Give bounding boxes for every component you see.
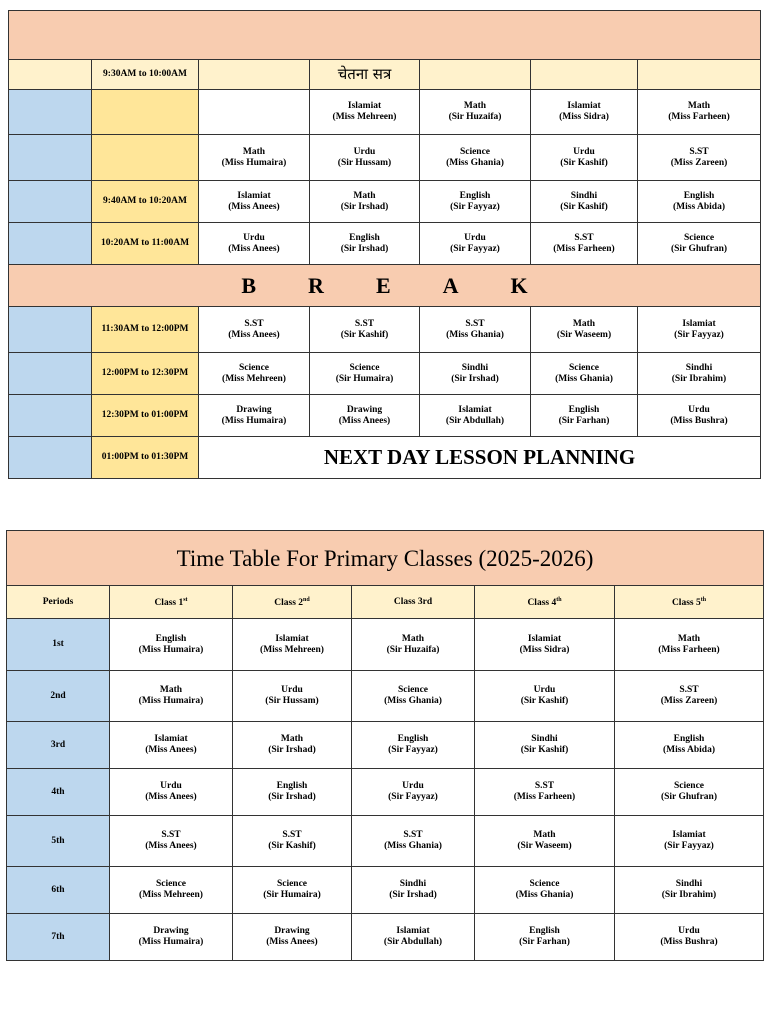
lesson-cell: Islamiat (Miss Anees)	[110, 722, 233, 769]
lesson-cell: Science (Sir Ghufran)	[638, 223, 761, 265]
time-slot: 9:40AM to 10:20AM	[92, 181, 199, 223]
lesson-cell: Science (Miss Mehreen)	[199, 353, 310, 395]
lesson-cell: English (Sir Farhan)	[475, 914, 615, 961]
row-marker	[9, 307, 92, 353]
lesson-cell: English (Sir Fayyaz)	[352, 722, 475, 769]
period-label: 4th	[7, 769, 110, 816]
period-row	[7, 816, 764, 867]
upper-title-band	[9, 11, 761, 60]
lesson-cell: Math (Miss Humaira)	[110, 671, 233, 722]
break-row	[9, 265, 761, 307]
lesson-cell: Islamiat (Miss Sidra)	[475, 619, 615, 671]
lesson-cell: Math (Sir Waseem)	[475, 816, 615, 867]
time-slot: 12:00PM to 12:30PM	[92, 353, 199, 395]
time-slot: 12:30PM to 01:00PM	[92, 395, 199, 437]
lesson-cell: Urdu (Miss Anees)	[199, 223, 310, 265]
lesson-planning-row	[9, 437, 761, 479]
row-marker	[9, 395, 92, 437]
lesson-cell: Math (Sir Huzaifa)	[352, 619, 475, 671]
class-header-row	[7, 586, 764, 619]
lesson-cell: Sindhi (Sir Irshad)	[352, 867, 475, 914]
period-label: 3rd	[7, 722, 110, 769]
row-marker	[9, 223, 92, 265]
schedule-row	[9, 135, 761, 181]
lesson-cell: S.ST (Miss Anees)	[110, 816, 233, 867]
lesson-cell: S.ST (Sir Kashif)	[233, 816, 352, 867]
lesson-cell: S.ST (Miss Ghania)	[420, 307, 531, 353]
row-marker	[9, 353, 92, 395]
lesson-cell: Math (Sir Huzaifa)	[420, 90, 531, 135]
row-marker	[9, 181, 92, 223]
lesson-cell: S.ST (Miss Farheen)	[531, 223, 638, 265]
assembly-row	[9, 60, 761, 90]
period-label: 6th	[7, 867, 110, 914]
class-header: Class 5th	[615, 586, 764, 619]
lesson-cell: Urdu (Sir Hussam)	[233, 671, 352, 722]
period-row	[7, 867, 764, 914]
lesson-cell: S.ST (Miss Anees)	[199, 307, 310, 353]
primary-timetable	[6, 530, 764, 961]
lesson-cell: Urdu (Sir Fayyaz)	[352, 769, 475, 816]
lesson-cell: Islamiat (Miss Anees)	[199, 181, 310, 223]
time-slot	[92, 135, 199, 181]
schedule-row	[9, 181, 761, 223]
time-slot: 10:20AM to 11:00AM	[92, 223, 199, 265]
break-letter: A	[442, 273, 459, 298]
lesson-cell: Math (Sir Irshad)	[233, 722, 352, 769]
lesson-cell: Science (Miss Mehreen)	[110, 867, 233, 914]
lesson-cell: Science (Miss Ghania)	[475, 867, 615, 914]
lesson-cell: Sindhi (Sir Ibrahim)	[615, 867, 764, 914]
lesson-cell: Sindhi (Sir Kashif)	[475, 722, 615, 769]
lesson-cell: Math (Miss Humaira)	[199, 135, 310, 181]
lesson-cell: English (Miss Humaira)	[110, 619, 233, 671]
lesson-cell: English (Sir Farhan)	[531, 395, 638, 437]
lesson-cell: Urdu (Sir Kashif)	[531, 135, 638, 181]
lesson-cell: Drawing (Miss Anees)	[310, 395, 420, 437]
lesson-cell: Science (Sir Humaira)	[310, 353, 420, 395]
lesson-cell: Islamiat (Miss Mehreen)	[310, 90, 420, 135]
schedule-row	[9, 395, 761, 437]
lesson-cell: Math (Sir Waseem)	[531, 307, 638, 353]
time-slot: 01:00PM to 01:30PM	[92, 437, 199, 479]
lesson-cell: English (Sir Irshad)	[310, 223, 420, 265]
row-marker	[9, 90, 92, 135]
lesson-cell: Drawing (Miss Humaira)	[110, 914, 233, 961]
lesson-cell	[199, 90, 310, 135]
lesson-cell: Islamiat (Sir Fayyaz)	[638, 307, 761, 353]
time-slot: 11:30AM to 12:00PM	[92, 307, 199, 353]
timetable-title: Time Table For Primary Classes (2025-2026)	[7, 531, 764, 586]
lesson-cell: Sindhi (Sir Ibrahim)	[638, 353, 761, 395]
lesson-cell: English (Miss Abida)	[638, 181, 761, 223]
lesson-cell: Urdu (Sir Kashif)	[475, 671, 615, 722]
lesson-cell: Math (Miss Farheen)	[638, 90, 761, 135]
period-row	[7, 769, 764, 816]
lesson-cell: Science (Sir Humaira)	[233, 867, 352, 914]
break-letter: K	[510, 273, 528, 298]
lesson-cell: Urdu (Sir Hussam)	[310, 135, 420, 181]
lesson-cell: S.ST (Miss Ghania)	[352, 816, 475, 867]
time-slot	[92, 90, 199, 135]
lesson-cell: English (Miss Abida)	[615, 722, 764, 769]
period-label: 7th	[7, 914, 110, 961]
lesson-cell: Sindhi (Sir Irshad)	[420, 353, 531, 395]
lesson-cell: Islamiat (Sir Abdullah)	[352, 914, 475, 961]
schedule-row	[9, 90, 761, 135]
lesson-cell: Urdu (Miss Bushra)	[638, 395, 761, 437]
lesson-cell: Math (Sir Irshad)	[310, 181, 420, 223]
lesson-cell: Islamiat (Sir Fayyaz)	[615, 816, 764, 867]
lesson-cell: Science (Miss Ghania)	[352, 671, 475, 722]
period-row	[7, 914, 764, 961]
period-label: 2nd	[7, 671, 110, 722]
break-letter: R	[308, 273, 324, 298]
period-row	[7, 722, 764, 769]
lesson-cell: Urdu (Sir Fayyaz)	[420, 223, 531, 265]
lesson-cell: English (Sir Fayyaz)	[420, 181, 531, 223]
lesson-cell: Science (Miss Ghania)	[420, 135, 531, 181]
schedule-row	[9, 307, 761, 353]
lesson-cell: Urdu (Miss Anees)	[110, 769, 233, 816]
period-label: 5th	[7, 816, 110, 867]
lesson-cell: Sindhi (Sir Kashif)	[531, 181, 638, 223]
period-row	[7, 619, 764, 671]
lesson-cell: S.ST (Sir Kashif)	[310, 307, 420, 353]
lesson-cell: Drawing (Miss Humaira)	[199, 395, 310, 437]
lesson-cell: Islamiat (Miss Mehreen)	[233, 619, 352, 671]
schedule-row	[9, 223, 761, 265]
schedule-row	[9, 353, 761, 395]
periods-header: Periods	[7, 586, 110, 619]
period-row	[7, 671, 764, 722]
class-header: Class 3rd	[352, 586, 475, 619]
lesson-cell: Urdu (Miss Bushra)	[615, 914, 764, 961]
lesson-cell: S.ST (Miss Farheen)	[475, 769, 615, 816]
assembly-label: चेतना सत्र	[310, 60, 420, 90]
lesson-cell: Science (Miss Ghania)	[531, 353, 638, 395]
break-banner	[9, 265, 761, 307]
lesson-cell: Science (Sir Ghufran)	[615, 769, 764, 816]
lesson-cell: S.ST (Miss Zareen)	[615, 671, 764, 722]
assembly-time: 9:30AM to 10:00AM	[92, 60, 199, 90]
period-label: 1st	[7, 619, 110, 671]
class-header: Class 2nd	[233, 586, 352, 619]
lesson-cell: S.ST (Miss Zareen)	[638, 135, 761, 181]
row-marker	[9, 135, 92, 181]
row-marker	[9, 437, 92, 479]
class-header: Class 4th	[475, 586, 615, 619]
class-header: Class 1st	[110, 586, 233, 619]
lesson-cell: Math (Miss Farheen)	[615, 619, 764, 671]
lesson-cell: English (Sir Irshad)	[233, 769, 352, 816]
break-letter: B	[241, 273, 257, 298]
lesson-cell: Drawing (Miss Anees)	[233, 914, 352, 961]
lesson-cell: Islamiat (Sir Abdullah)	[420, 395, 531, 437]
upper-timetable	[8, 10, 761, 479]
lesson-planning-label: NEXT DAY LESSON PLANNING	[199, 437, 761, 479]
break-letter: E	[375, 273, 391, 298]
lesson-cell: Islamiat (Miss Sidra)	[531, 90, 638, 135]
